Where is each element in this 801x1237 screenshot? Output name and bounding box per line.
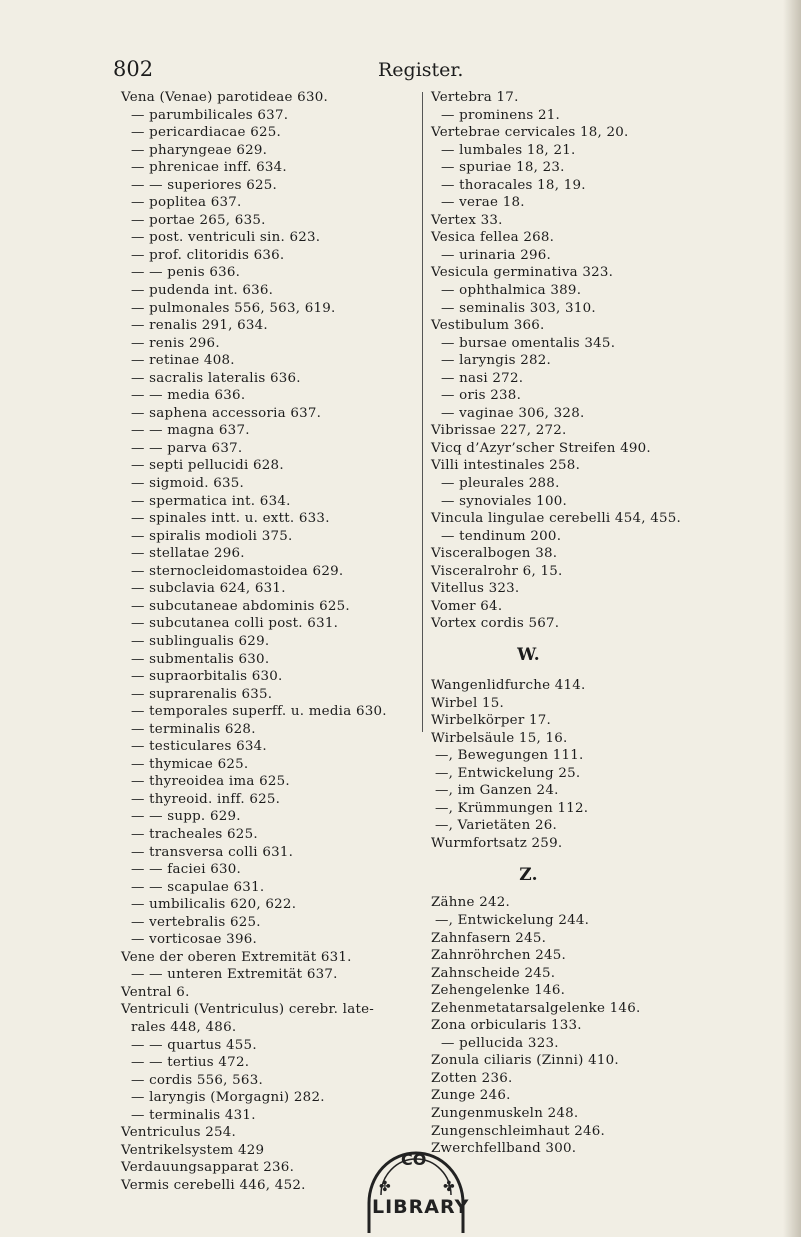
index-entry: Vicq d’Azyr’scher Streifen 490. bbox=[431, 440, 651, 456]
index-subentry: — subcutaneae abdominis 625. bbox=[131, 598, 350, 614]
index-subentry: — laryngis 282. bbox=[441, 353, 552, 369]
index-subentry: — pleurales 288. bbox=[441, 476, 560, 492]
section-heading: W. bbox=[517, 644, 540, 665]
index-subentry: — seminalis 303, 310. bbox=[441, 300, 596, 316]
index-entry: Vertex 33. bbox=[431, 212, 503, 228]
index-subentry: — — penis 636. bbox=[131, 265, 241, 281]
index-entry: Zungenschleimhaut 246. bbox=[431, 1123, 606, 1139]
index-subentry: — pericardiacae 625. bbox=[131, 125, 282, 141]
index-subentry: — renis 296. bbox=[131, 335, 220, 351]
index-subentry: — nasi 272. bbox=[441, 370, 524, 386]
scan-edge bbox=[783, 0, 801, 1237]
index-subentry: — spiralis modioli 375. bbox=[131, 528, 293, 544]
index-entry: Zunge 246. bbox=[431, 1088, 511, 1104]
index-subentry: — sternocleidomastoidea 629. bbox=[131, 563, 344, 579]
index-subentry: — spinales intt. u. extt. 633. bbox=[131, 511, 330, 527]
index-subentry: — lumbales 18, 21. bbox=[441, 142, 576, 158]
index-subentry: — pellucida 323. bbox=[441, 1035, 559, 1051]
index-subentry: — umbilicalis 620, 622. bbox=[131, 897, 297, 913]
index-subentry: — cordis 556, 563. bbox=[131, 1072, 263, 1088]
index-entry: Zona orbicularis 133. bbox=[431, 1018, 582, 1034]
index-entry: Zwerchfellband 300. bbox=[431, 1141, 577, 1157]
index-subentry: — suprarenalis 635. bbox=[131, 686, 273, 702]
index-column-right bbox=[431, 89, 791, 1158]
index-entry: Ventrikelsystem 429 bbox=[121, 1142, 265, 1158]
index-entry: Vitellus 323. bbox=[431, 581, 520, 597]
index-subentry: — prof. clitoridis 636. bbox=[131, 247, 285, 263]
index-entry: Vincula lingulae cerebelli 454, 455. bbox=[431, 511, 682, 527]
index-subentry: — subcutanea colli post. 631. bbox=[131, 616, 339, 632]
index-subentry: — — magna 637. bbox=[131, 423, 250, 439]
index-subentry: — phrenicae inff. 634. bbox=[131, 160, 287, 176]
index-subentry: — thoracales 18, 19. bbox=[441, 177, 586, 193]
index-entry: Visceralbogen 38. bbox=[431, 546, 558, 562]
index-subentry: — poplitea 637. bbox=[131, 195, 242, 211]
index-entry: Wangenlidfurche 414. bbox=[431, 677, 586, 693]
index-subentry: — — tertius 472. bbox=[131, 1055, 250, 1071]
index-entry: Zahnröhrchen 245. bbox=[431, 948, 567, 964]
index-subentry: — — media 636. bbox=[131, 388, 246, 404]
index-subentry: — — superiores 625. bbox=[131, 177, 278, 193]
index-entry: Visceralrohr 6, 15. bbox=[431, 563, 563, 579]
index-entry: Wurmfortsatz 259. bbox=[431, 835, 563, 851]
index-entry: Zähne 242. bbox=[431, 895, 511, 911]
index-subentry: — — quartus 455. bbox=[131, 1037, 257, 1053]
index-subentry: — oris 238. bbox=[441, 388, 522, 404]
index-subentry: — terminalis 628. bbox=[131, 721, 256, 737]
index-entry: Wirbelkörper 17. bbox=[431, 713, 552, 729]
index-subentry: — post. ventriculi sin. 623. bbox=[131, 230, 321, 246]
index-entry: Ventriculi (Ventriculus) cerebr. late- bbox=[121, 1002, 375, 1018]
index-subentry: — pharyngeae 629. bbox=[131, 142, 268, 158]
index-subentry: — thyreoidea ima 625. bbox=[131, 774, 290, 790]
index-entry: Zahnfasern 245. bbox=[431, 930, 547, 946]
index-subentry: — vaginae 306, 328. bbox=[441, 405, 585, 421]
index-subentry: — stellatae 296. bbox=[131, 546, 245, 562]
index-subentry: — urinaria 296. bbox=[441, 247, 552, 263]
index-entry: Vomer 64. bbox=[431, 598, 503, 614]
index-subentry: — — parva 637. bbox=[131, 440, 243, 456]
index-entry: Wirbel 15. bbox=[431, 695, 505, 711]
index-column-left bbox=[121, 89, 421, 1194]
stamp-star-right: ✤ bbox=[443, 1179, 455, 1195]
index-subentry: —, im Ganzen 24. bbox=[435, 783, 559, 799]
index-subentry: — parumbilicales 637. bbox=[131, 107, 289, 123]
index-entry: Zonula ciliaris (Zinni) 410. bbox=[431, 1053, 619, 1069]
index-subentry: — thyreoid. inff. 625. bbox=[131, 791, 281, 807]
stamp-label: LIBRARY bbox=[372, 1196, 470, 1218]
index-subentry: — bursae omentalis 345. bbox=[441, 335, 616, 351]
index-subentry: rales 448, 486. bbox=[131, 1019, 237, 1035]
index-subentry: — laryngis (Morgagni) 282. bbox=[131, 1090, 325, 1106]
index-subentry: — portae 265, 635. bbox=[131, 212, 266, 228]
index-entry: Zahnscheide 245. bbox=[431, 965, 556, 981]
running-head: Register. bbox=[378, 59, 464, 81]
index-entry: Vermis cerebelli 446, 452. bbox=[121, 1177, 306, 1193]
index-entry: Vesicula germinativa 323. bbox=[431, 265, 614, 281]
index-subentry: — ophthalmica 389. bbox=[441, 283, 582, 299]
index-entry: Villi intestinales 258. bbox=[431, 458, 581, 474]
index-subentry: — vertebralis 625. bbox=[131, 914, 261, 930]
index-subentry: — tendinum 200. bbox=[441, 528, 562, 544]
index-entry: Vibrissae 227, 272. bbox=[431, 423, 567, 439]
index-subentry: — sacralis lateralis 636. bbox=[131, 370, 301, 386]
index-entry: Vertebrae cervicales 18, 20. bbox=[431, 125, 629, 141]
index-entry: Vene der oberen Extremität 631. bbox=[121, 949, 352, 965]
index-entry: Zehengelenke 146. bbox=[431, 983, 566, 999]
index-subentry: — thymicae 625. bbox=[131, 756, 249, 772]
index-subentry: — sublingualis 629. bbox=[131, 633, 270, 649]
index-subentry: — submentalis 630. bbox=[131, 651, 270, 667]
index-subentry: — transversa colli 631. bbox=[131, 844, 294, 860]
index-entry: Vortex cordis 567. bbox=[431, 616, 560, 632]
index-entry: Ventral 6. bbox=[121, 984, 190, 1000]
index-subentry: — — scapulae 631. bbox=[131, 879, 265, 895]
index-subentry: — sigmoid. 635. bbox=[131, 476, 245, 492]
index-entry: Zotten 236. bbox=[431, 1070, 513, 1086]
stamp-star-left: ✤ bbox=[379, 1179, 391, 1195]
page-number: 802 bbox=[113, 57, 154, 81]
index-entry: Zungenmuskeln 248. bbox=[431, 1105, 579, 1121]
index-subentry: — renalis 291, 634. bbox=[131, 318, 268, 334]
index-subentry: — verae 18. bbox=[441, 195, 525, 211]
index-entry: Verdauungsapparat 236. bbox=[121, 1160, 295, 1176]
index-subentry: — prominens 21. bbox=[441, 107, 561, 123]
index-subentry: — tracheales 625. bbox=[131, 826, 258, 842]
index-entry: Vena (Venae) parotideae 630. bbox=[121, 90, 328, 105]
index-subentry: — septi pellucidi 628. bbox=[131, 458, 284, 474]
index-entry: Vestibulum 366. bbox=[431, 318, 545, 334]
index-subentry: —, Varietäten 26. bbox=[435, 818, 558, 834]
index-subentry: — pudenda int. 636. bbox=[131, 283, 274, 299]
index-subentry: —, Bewegungen 111. bbox=[435, 748, 584, 764]
index-subentry: — subclavia 624, 631. bbox=[131, 581, 286, 597]
index-subentry: —, Entwickelung 244. bbox=[435, 912, 590, 928]
index-subentry: — — supp. 629. bbox=[131, 809, 241, 825]
index-subentry: — — faciei 630. bbox=[131, 862, 242, 878]
column-divider bbox=[422, 92, 423, 732]
index-subentry: — spermatica int. 634. bbox=[131, 493, 291, 509]
index-entry: Wirbelsäule 15, 16. bbox=[431, 730, 568, 746]
index-subentry: — terminalis 431. bbox=[131, 1107, 256, 1123]
index-subentry: — retinae 408. bbox=[131, 353, 235, 369]
library-stamp bbox=[351, 1125, 481, 1237]
index-entry: Vesica fellea 268. bbox=[431, 230, 555, 246]
index-subentry: — spuriae 18, 23. bbox=[441, 160, 565, 176]
index-subentry: —, Entwickelung 25. bbox=[435, 765, 581, 781]
index-entry: Zehenmetatarsalgelenke 146. bbox=[431, 1000, 641, 1016]
index-subentry: — supraorbitalis 630. bbox=[131, 669, 283, 685]
index-subentry: — saphena accessoria 637. bbox=[131, 405, 322, 421]
stamp-arc-text: CO bbox=[401, 1150, 427, 1169]
index-subentry: — — unteren Extremität 637. bbox=[131, 967, 338, 983]
index-entry: Ventriculus 254. bbox=[121, 1125, 237, 1141]
index-subentry: — testiculares 634. bbox=[131, 739, 267, 755]
index-subentry: — temporales superff. u. media 630. bbox=[131, 704, 387, 720]
index-subentry: —, Krümmungen 112. bbox=[435, 800, 589, 816]
index-entry: Vertebra 17. bbox=[431, 90, 519, 105]
index-subentry: — pulmonales 556, 563, 619. bbox=[131, 300, 336, 316]
index-subentry: — vorticosae 396. bbox=[131, 932, 258, 948]
section-heading: Z. bbox=[519, 865, 538, 886]
index-subentry: — synoviales 100. bbox=[441, 493, 568, 509]
